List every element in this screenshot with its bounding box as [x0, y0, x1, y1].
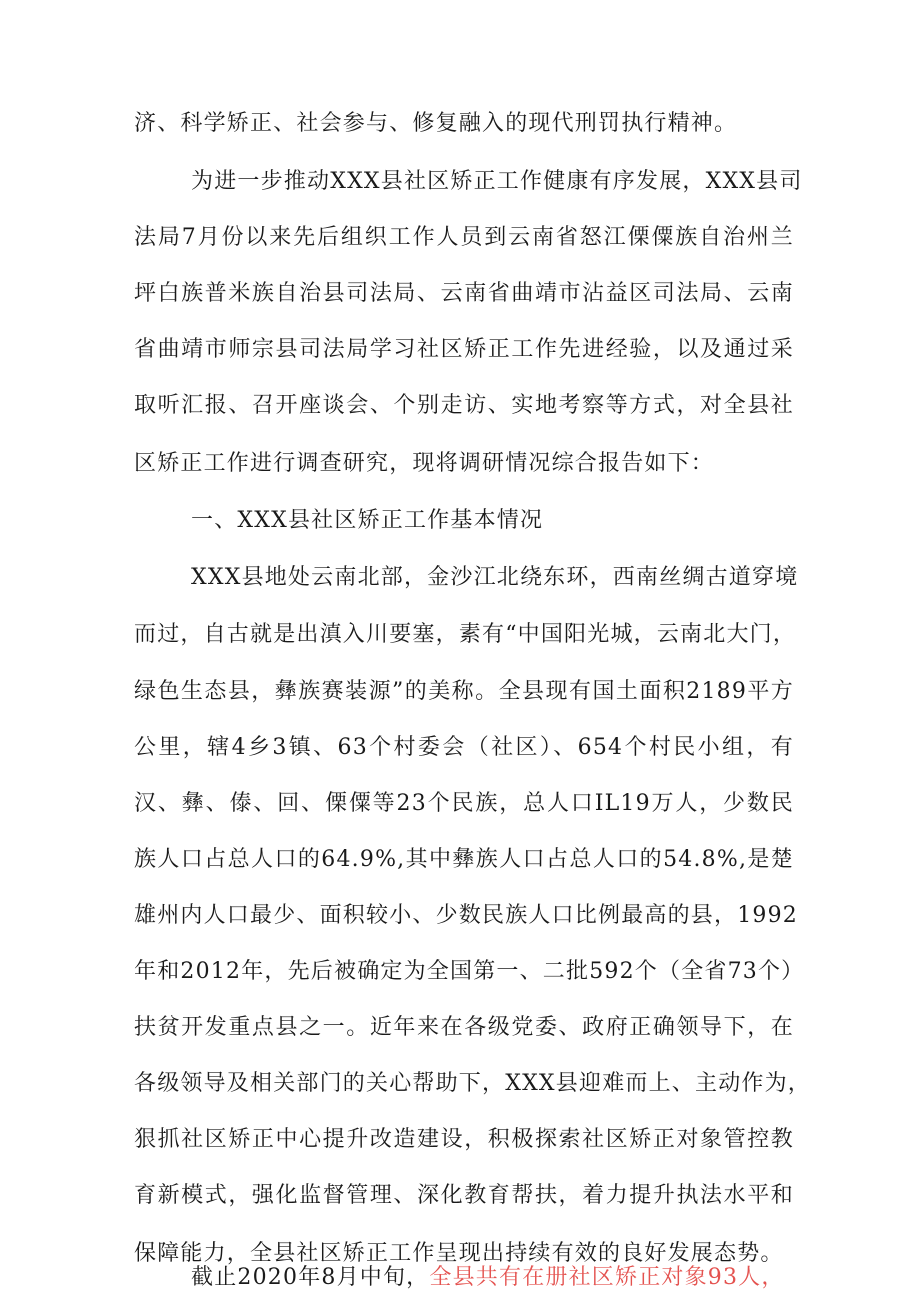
- paragraph-line: 取听汇报、召开座谈会、个别走访、实地考察等方式，对全县社: [134, 393, 794, 418]
- paragraph-line: 而过，自古就是出滇入川要塞，素有“中国阳光城，云南北大门，: [134, 622, 797, 647]
- paragraph-line: 狠抓社区矫正中心提升改造建设，积极探索社区矫正对象管控教: [134, 1127, 794, 1152]
- paragraph-line: 育新模式，强化监督管理、深化教育帮扶，着力提升执法水平和: [134, 1183, 794, 1208]
- plain-text: 截止2020年8月中旬，: [191, 1265, 430, 1290]
- paragraph-line: 绿色生态县，彝族赛装源”的美称。全县现有国土面积2189平方: [134, 679, 794, 704]
- paragraph-line: 法局7月份以来先后组织工作人员到云南省怒江傈僳族自治州兰: [134, 225, 794, 250]
- section-heading: 一、XXX县社区矫正工作基本情况: [191, 508, 544, 533]
- paragraph-line: [191, 1263, 794, 1293]
- paragraph-line: 族人口占总人口的64.9%,其中彝族人口占总人口的54.8%,是楚: [134, 847, 794, 872]
- paragraph-line: 保障能力，全县社区矫正工作呈现出持续有效的良好发展态势。: [134, 1241, 784, 1266]
- paragraph-line: 坪白族普米族自治县司法局、云南省曲靖市沾益区司法局、云南: [134, 281, 794, 306]
- paragraph-line: 省曲靖市师宗县司法局学习社区矫正工作先进经验，以及通过采: [134, 337, 794, 362]
- paragraph-line: 济、科学矫正、社会参与、修复融入的现代刑罚执行精神。: [134, 111, 738, 136]
- paragraph-line: 雄州内人口最少、面积较小、少数民族人口比例最高的县，1992: [134, 903, 798, 928]
- paragraph-line: 汉、彝、傣、回、傈僳等23个民族，总人口IL19万人，少数民: [134, 791, 794, 816]
- highlighted-text: 全县共有在册社区矫正对象93人，: [429, 1265, 785, 1290]
- paragraph-line: 各级领导及相关部门的关心帮助下，XXX县迎难而上、主动作为，: [134, 1071, 811, 1096]
- paragraph-line: 区矫正工作进行调查研究，现将调研情况综合报告如下：: [134, 451, 715, 476]
- paragraph-line: 年和2012年，先后被确定为全国第一、二批592个（全省73个）: [134, 959, 805, 984]
- paragraph-line: 为进一步推动XXX县社区矫正工作健康有序发展，XXX县司: [191, 169, 803, 194]
- paragraph-line: 公里，辖4乡3镇、63个村委会（社区）、654个村民小组，有: [134, 735, 794, 760]
- paragraph-line: 扶贫开发重点县之一。近年来在各级党委、政府正确领导下，在: [134, 1015, 794, 1040]
- paragraph-line: XXX县地处云南北部，金沙江北绕东环，西南丝绸古道穿境: [191, 565, 799, 590]
